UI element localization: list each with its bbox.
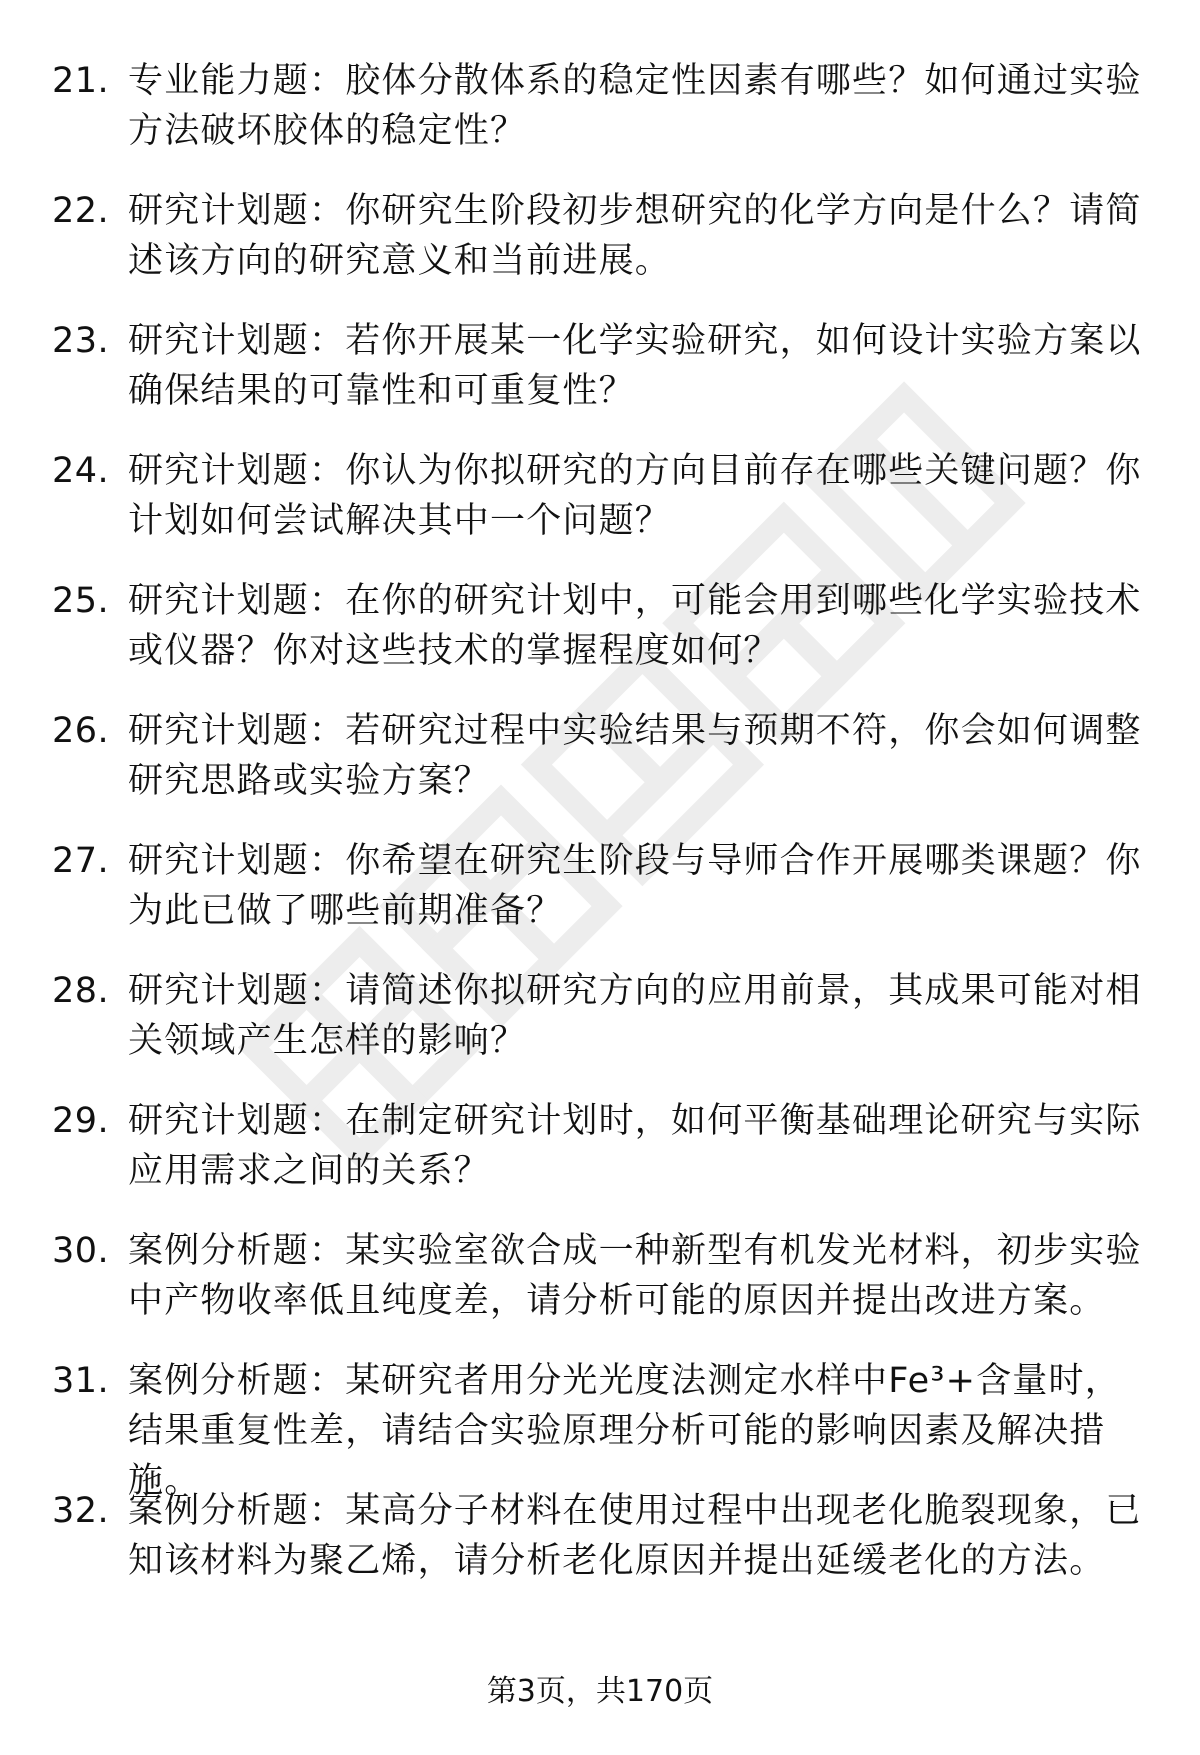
- question-text: 研究计划题：若研究过程中实验结果与预期不符，你会如何调整研究思路或实验方案？: [128, 711, 1142, 801]
- question-number: 28.: [52, 971, 110, 1011]
- question-number: 31.: [52, 1361, 110, 1401]
- question-text: 研究计划题：若你开展某一化学实验研究，如何设计实验方案以确保结果的可靠性和可重复性？: [128, 321, 1142, 411]
- question-number: 32.: [52, 1491, 110, 1531]
- question-text: 案例分析题：某实验室欲合成一种新型有机发光材料，初步实验中产物收率低且纯度差，请分析可能的原因并提出改进方案。: [128, 1231, 1142, 1321]
- question-text: 案例分析题：某研究者用分光光度法测定水样中Fe³+含量时，结果重复性差，请结合实验原理分析可能的影响因素及解决措施。: [128, 1361, 1121, 1501]
- question-list: [52, 56, 1152, 1616]
- list-item: [52, 1226, 1152, 1356]
- question-number: 25.: [52, 581, 110, 621]
- question-text: 研究计划题：你希望在研究生阶段与导师合作开展哪类课题？你为此已做了哪些前期准备？: [128, 841, 1142, 931]
- list-item: [52, 966, 1152, 1096]
- question-number: 22.: [52, 191, 110, 231]
- page-number-footer: 第3页，共170页: [486, 1674, 714, 1709]
- list-item: [52, 186, 1152, 316]
- list-item: [52, 1356, 1152, 1501]
- question-text: 研究计划题：你研究生阶段初步想研究的化学方向是什么？请简述该方向的研究意义和当前进展。: [128, 191, 1142, 281]
- question-text: 专业能力题：胶体分散体系的稳定性因素有哪些？如何通过实验方法破坏胶体的稳定性？: [128, 61, 1142, 151]
- question-number: 26.: [52, 711, 110, 751]
- question-number: 27.: [52, 841, 110, 881]
- list-item: [52, 706, 1152, 836]
- list-item: [52, 446, 1152, 576]
- question-text: 案例分析题：某高分子材料在使用过程中出现老化脆裂现象，已知该材料为聚乙烯，请分析老化原因并提出延缓老化的方法。: [128, 1491, 1142, 1581]
- list-item: [52, 836, 1152, 966]
- question-number: 30.: [52, 1231, 110, 1271]
- list-item: [52, 56, 1152, 186]
- list-item: [52, 1096, 1152, 1226]
- question-text: 研究计划题：在你的研究计划中，可能会用到哪些化学实验技术或仪器？你对这些技术的掌握程度如何？: [128, 581, 1142, 671]
- list-item: [52, 316, 1152, 446]
- question-number: 24.: [52, 451, 110, 491]
- list-item: [52, 1486, 1152, 1616]
- question-number: 29.: [52, 1101, 110, 1141]
- question-text: 研究计划题：你认为你拟研究的方向目前存在哪些关键问题？你计划如何尝试解决其中一个问题？: [128, 451, 1142, 541]
- list-item: [52, 576, 1152, 706]
- question-text: 研究计划题：请简述你拟研究方向的应用前景，其成果可能对相关领域产生怎样的影响？: [128, 971, 1142, 1061]
- question-number: 21.: [52, 61, 110, 101]
- question-text: 研究计划题：在制定研究计划时，如何平衡基础理论研究与实际应用需求之间的关系？: [128, 1101, 1142, 1191]
- question-number: 23.: [52, 321, 110, 361]
